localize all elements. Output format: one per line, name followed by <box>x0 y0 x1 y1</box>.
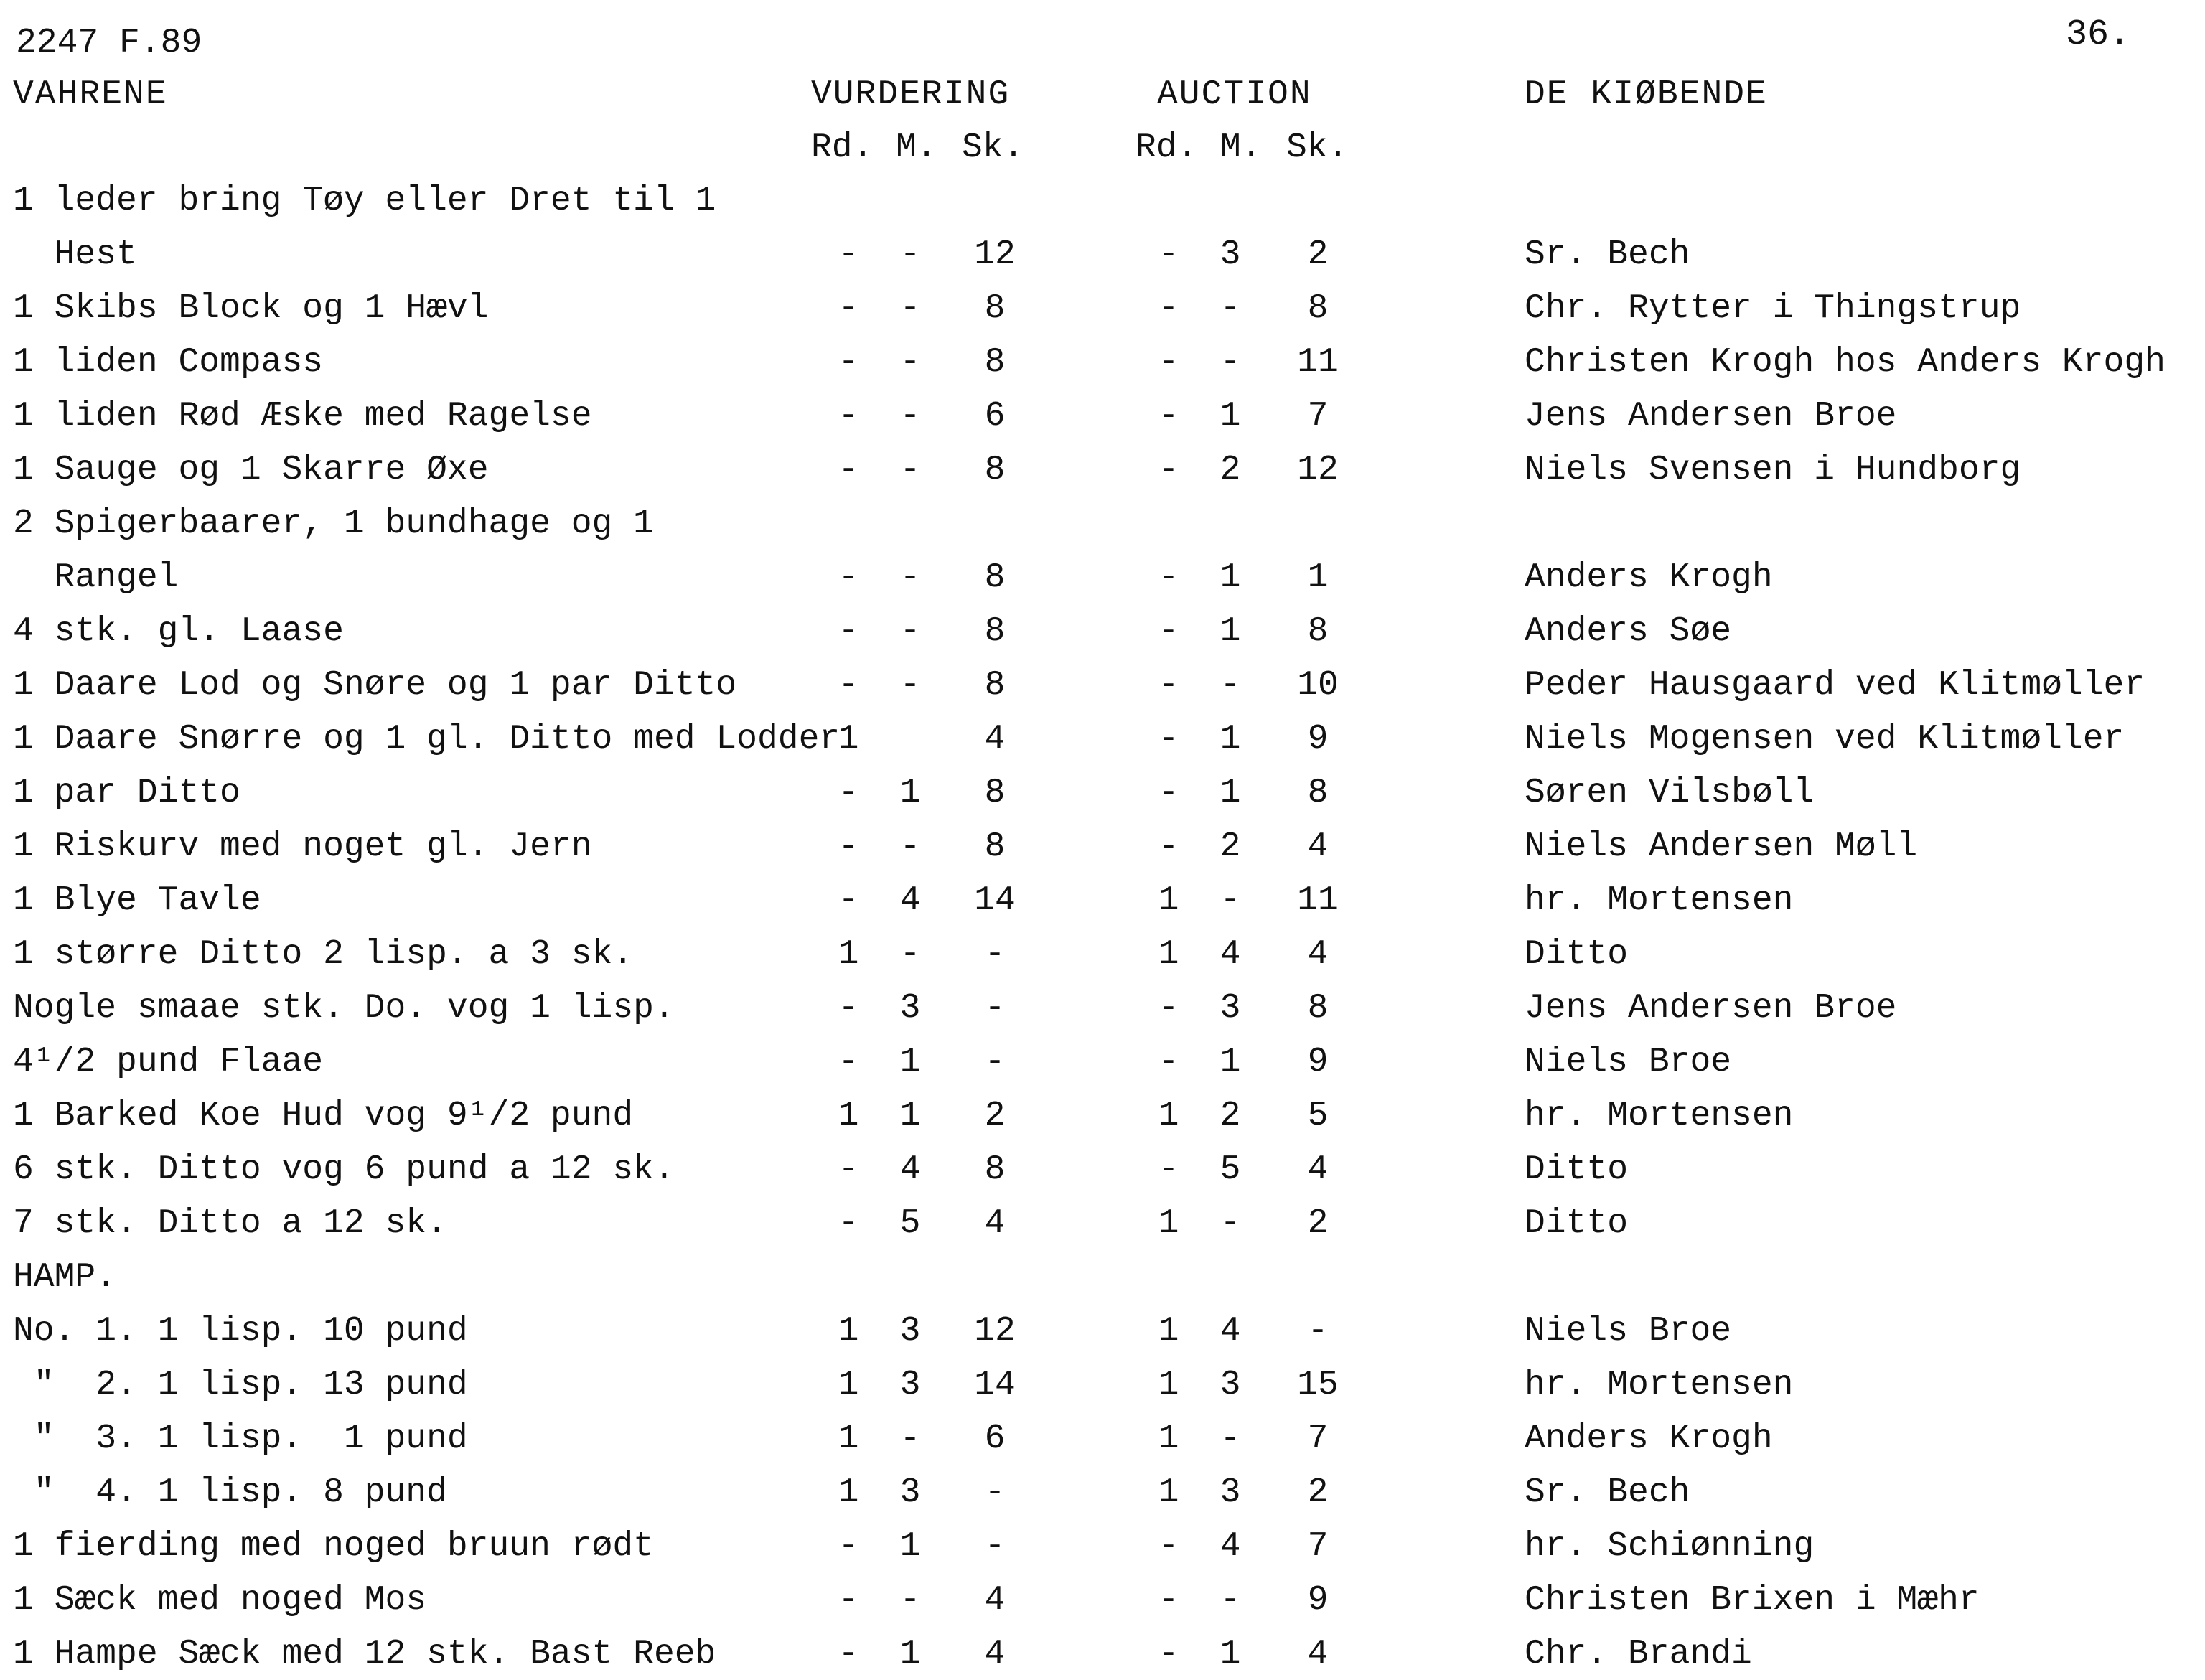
ledger-row <box>0 1260 2205 1303</box>
ledger-row <box>0 1419 2205 1465</box>
auction-sk: 2 <box>1307 1204 1329 1243</box>
auction-m: - <box>1219 289 1241 328</box>
item-description: Rangel <box>13 558 179 597</box>
item-description: 4 stk. gl. Laase <box>13 612 344 651</box>
auction-m: 2 <box>1219 827 1241 866</box>
auction-rd: - <box>1158 612 1179 651</box>
ledger-row <box>0 507 2205 550</box>
item-description: 1 liden Compass <box>13 343 324 382</box>
valuation-rd: 1 <box>838 1419 859 1458</box>
auction-m: 3 <box>1219 1473 1241 1512</box>
valuation-m: 1 <box>899 774 921 812</box>
buyer-name: hr. Mortensen <box>1525 1097 1794 1135</box>
auction-sk: 9 <box>1307 1043 1329 1081</box>
item-description: " 4. 1 lisp. 8 pund <box>13 1473 447 1512</box>
auction-sk: 11 <box>1297 881 1339 920</box>
valuation-rd: - <box>838 343 859 382</box>
buyer-name: Niels Mogensen ved Klitmøller <box>1525 720 2125 759</box>
valuation-sk: 12 <box>974 1312 1016 1351</box>
item-description: " 2. 1 lisp. 13 pund <box>13 1366 468 1404</box>
auction-m: 1 <box>1219 612 1241 651</box>
ledger-row <box>0 1637 2205 1680</box>
auction-sk: 4 <box>1307 1150 1329 1189</box>
valuation-sk: 8 <box>984 558 1006 597</box>
valuation-m: 1 <box>899 1527 921 1566</box>
valuation-m: - <box>899 612 921 651</box>
valuation-m: 1 <box>899 1097 921 1135</box>
auction-sk: 7 <box>1307 397 1329 436</box>
auction-sk: 10 <box>1297 666 1339 705</box>
valuation-sk: 8 <box>984 451 1006 489</box>
ledger-row <box>0 453 2205 496</box>
valuation-sk: 8 <box>984 827 1006 866</box>
auction-sk: 15 <box>1297 1366 1339 1404</box>
auction-m: 2 <box>1219 1097 1241 1135</box>
auction-rd: - <box>1158 774 1179 812</box>
auction-rd: - <box>1158 289 1179 328</box>
auction-m: 4 <box>1219 1527 1241 1566</box>
valuation-rd: - <box>838 666 859 705</box>
auction-m: - <box>1219 881 1241 920</box>
valuation-rd: - <box>838 1527 859 1566</box>
valuation-m: - <box>899 1581 921 1620</box>
buyer-name: Peder Hausgaard ved Klitmøller <box>1525 666 2145 705</box>
valuation-sk: 14 <box>974 1366 1016 1404</box>
subheader-auction-m: M. <box>1220 128 1262 167</box>
buyer-name: Jens Andersen Broe <box>1525 397 1897 436</box>
valuation-sk: - <box>984 1473 1006 1512</box>
auction-rd: 1 <box>1158 1366 1179 1404</box>
item-description: 1 par Ditto <box>13 774 240 812</box>
auction-rd: 1 <box>1158 881 1179 920</box>
valuation-rd: - <box>838 612 859 651</box>
subheader-valuation-rd: Rd. <box>811 128 874 167</box>
ledger-row <box>0 235 2205 281</box>
valuation-m: 1 <box>899 1043 921 1081</box>
auction-rd: - <box>1158 827 1179 866</box>
item-description: 1 Daare Snørre og 1 gl. Ditto med Lodder <box>13 720 841 759</box>
valuation-sk: - <box>984 1043 1006 1081</box>
auction-sk: - <box>1307 1312 1329 1351</box>
valuation-sk: 6 <box>984 397 1006 436</box>
buyer-name: Søren Vilsbøll <box>1525 774 1815 812</box>
item-description: 1 Barked Koe Hud vog 9¹/2 pund <box>13 1097 634 1135</box>
auction-m: 1 <box>1219 774 1241 812</box>
auction-m: 3 <box>1219 989 1241 1028</box>
valuation-rd: - <box>838 1043 859 1081</box>
ledger-row <box>0 827 2205 873</box>
valuation-sk: 4 <box>984 1204 1006 1243</box>
page-number: 36. <box>2066 14 2131 55</box>
valuation-sk: 2 <box>984 1097 1006 1135</box>
valuation-rd: - <box>838 235 859 274</box>
ledger-row <box>0 722 2205 765</box>
auction-sk: 4 <box>1307 827 1329 866</box>
ledger-row <box>0 991 2205 1034</box>
buyer-name: hr. Mortensen <box>1525 881 1794 920</box>
auction-sk: 8 <box>1307 989 1329 1028</box>
auction-m: 1 <box>1219 558 1241 597</box>
auction-rd: - <box>1158 1581 1179 1620</box>
header-auction: AUCTION <box>1157 75 1312 114</box>
ledger-row <box>0 1314 2205 1357</box>
ledger-row <box>0 1583 2205 1626</box>
auction-sk: 8 <box>1307 774 1329 812</box>
auction-m: - <box>1219 1204 1241 1243</box>
valuation-m: 4 <box>899 881 921 920</box>
buyer-name: hr. Schiønning <box>1525 1527 1815 1566</box>
ledger-row <box>0 291 2205 334</box>
auction-m: - <box>1219 1419 1241 1458</box>
valuation-rd: - <box>838 827 859 866</box>
ledger-row <box>0 1099 2205 1142</box>
auction-rd: - <box>1158 558 1179 597</box>
valuation-sk: - <box>984 1527 1006 1566</box>
auction-m: 1 <box>1219 1043 1241 1081</box>
item-description: 4¹/2 pund Flaae <box>13 1043 324 1081</box>
subheader-valuation-m: M. <box>896 128 937 167</box>
buyer-name: Anders Søe <box>1525 612 1732 651</box>
buyer-name: Jens Andersen Broe <box>1525 989 1897 1028</box>
valuation-sk: 12 <box>974 235 1016 274</box>
ledger-row <box>0 883 2205 926</box>
auction-sk: 9 <box>1307 720 1329 759</box>
buyer-name: Ditto <box>1525 935 1629 974</box>
buyer-name: Ditto <box>1525 1150 1629 1189</box>
buyer-name: Sr. Bech <box>1525 235 1690 274</box>
auction-sk: 2 <box>1307 235 1329 274</box>
archive-reference: 2247 F.89 <box>16 24 202 62</box>
auction-m: 3 <box>1219 1366 1241 1404</box>
ledger-row <box>0 399 2205 442</box>
valuation-m: 3 <box>899 1312 921 1351</box>
valuation-sk: - <box>984 989 1006 1028</box>
item-description: 1 Riskurv med noget gl. Jern <box>13 827 592 866</box>
buyer-name: Sr. Bech <box>1525 1473 1690 1512</box>
valuation-m: - <box>899 451 921 489</box>
valuation-m: 3 <box>899 989 921 1028</box>
item-description: 1 Sæck med noged Mos <box>13 1581 427 1620</box>
buyer-name: Chr. Rytter i Thingstrup <box>1525 289 2021 328</box>
ledger-row <box>0 345 2205 388</box>
auction-m: 4 <box>1219 1312 1241 1351</box>
buyer-name: hr. Mortensen <box>1525 1366 1794 1404</box>
auction-rd: - <box>1158 343 1179 382</box>
auction-sk: 9 <box>1307 1581 1329 1620</box>
auction-m: 4 <box>1219 935 1241 974</box>
auction-sk: 7 <box>1307 1419 1329 1458</box>
ledger-row <box>0 1045 2205 1088</box>
valuation-rd: - <box>838 289 859 328</box>
ledger-row <box>0 1150 2205 1196</box>
auction-rd: 1 <box>1158 1204 1179 1243</box>
auction-rd: - <box>1158 451 1179 489</box>
ledger-row <box>0 776 2205 819</box>
item-description: HAMP. <box>13 1258 117 1297</box>
item-description: 1 fierding med noged bruun rødt <box>13 1527 654 1566</box>
valuation-rd: - <box>838 451 859 489</box>
valuation-m: 3 <box>899 1366 921 1404</box>
valuation-rd: 1 <box>838 1097 859 1135</box>
item-description: Nogle smaae stk. Do. vog 1 lisp. <box>13 989 675 1028</box>
auction-rd: 1 <box>1158 935 1179 974</box>
valuation-rd: - <box>838 1204 859 1243</box>
auction-m: - <box>1219 343 1241 382</box>
item-description: 1 Hampe Sæck med 12 stk. Bast Reeb <box>13 1635 716 1674</box>
valuation-rd: - <box>838 989 859 1028</box>
auction-rd: - <box>1158 235 1179 274</box>
valuation-rd: 1 <box>838 1473 859 1512</box>
item-description: 6 stk. Ditto vog 6 pund a 12 sk. <box>13 1150 675 1189</box>
header-valuation: VURDERING <box>811 75 1011 114</box>
auction-rd: 1 <box>1158 1097 1179 1135</box>
auction-rd: - <box>1158 720 1179 759</box>
valuation-m: 1 <box>899 1635 921 1674</box>
auction-rd: - <box>1158 1150 1179 1189</box>
valuation-rd: - <box>838 1150 859 1189</box>
auction-m: 1 <box>1219 720 1241 759</box>
ledger-row <box>0 184 2205 227</box>
valuation-rd: 1 <box>838 935 859 974</box>
ledger-row <box>0 1475 2205 1519</box>
auction-m: 1 <box>1219 397 1241 436</box>
valuation-m: - <box>899 289 921 328</box>
auction-rd: - <box>1158 1527 1179 1566</box>
auction-sk: 8 <box>1307 612 1329 651</box>
valuation-m: - <box>899 558 921 597</box>
item-description: 1 større Ditto 2 lisp. a 3 sk. <box>13 935 634 974</box>
auction-rd: 1 <box>1158 1473 1179 1512</box>
ledger-row <box>0 614 2205 657</box>
auction-sk: 12 <box>1297 451 1339 489</box>
auction-m: 5 <box>1219 1150 1241 1189</box>
auction-sk: 1 <box>1307 558 1329 597</box>
subheader-auction-sk: Sk. <box>1286 128 1349 167</box>
auction-sk: 11 <box>1297 343 1339 382</box>
item-description: 2 Spigerbaarer, 1 bundhage og 1 <box>13 505 654 543</box>
valuation-sk: 4 <box>984 1635 1006 1674</box>
item-description: 7 stk. Ditto a 12 sk. <box>13 1204 447 1243</box>
valuation-rd: - <box>838 774 859 812</box>
valuation-sk: 4 <box>984 720 1006 759</box>
auction-rd: - <box>1158 1043 1179 1081</box>
valuation-m: - <box>899 343 921 382</box>
auction-sk: 8 <box>1307 289 1329 328</box>
item-description: 1 leder bring Tøy eller Dret til 1 <box>13 182 716 220</box>
item-description: 1 Sauge og 1 Skarre Øxe <box>13 451 489 489</box>
item-description: 1 Skibs Block og 1 Hævl <box>13 289 489 328</box>
valuation-m: 5 <box>899 1204 921 1243</box>
auction-sk: 2 <box>1307 1473 1329 1512</box>
item-description: Hest <box>13 235 137 274</box>
auction-sk: 4 <box>1307 935 1329 974</box>
auction-m: 3 <box>1219 235 1241 274</box>
buyer-name: Niels Andersen Møll <box>1525 827 1918 866</box>
subheader-auction-rd: Rd. <box>1136 128 1198 167</box>
valuation-m: - <box>899 827 921 866</box>
valuation-sk: 8 <box>984 343 1006 382</box>
ledger-row <box>0 668 2205 711</box>
item-description: 1 liden Rød Æske med Ragelse <box>13 397 592 436</box>
buyer-name: Niels Svensen i Hundborg <box>1525 451 2021 489</box>
auction-m: 1 <box>1219 1635 1241 1674</box>
header-items: VAHRENE <box>13 75 168 114</box>
auction-sk: 5 <box>1307 1097 1329 1135</box>
auction-rd: 1 <box>1158 1419 1179 1458</box>
header-buyers: DE KIØBENDE <box>1525 75 1768 114</box>
valuation-rd: - <box>838 558 859 597</box>
buyer-name: Anders Krogh <box>1525 558 1773 597</box>
auction-sk: 4 <box>1307 1635 1329 1674</box>
ledger-row <box>0 560 2205 604</box>
item-description: 1 Blye Tavle <box>13 881 261 920</box>
valuation-m: - <box>899 935 921 974</box>
valuation-sk: 6 <box>984 1419 1006 1458</box>
item-description: No. 1. 1 lisp. 10 pund <box>13 1312 468 1351</box>
auction-m: - <box>1219 1581 1241 1620</box>
buyer-name: Chr. Brandi <box>1525 1635 1752 1674</box>
valuation-m: - <box>899 235 921 274</box>
valuation-rd: 1 <box>838 720 859 759</box>
valuation-sk: 8 <box>984 612 1006 651</box>
buyer-name: Anders Krogh <box>1525 1419 1773 1458</box>
valuation-rd: 1 <box>838 1312 859 1351</box>
buyer-name: Niels Broe <box>1525 1312 1732 1351</box>
valuation-rd: - <box>838 1581 859 1620</box>
auction-m: 2 <box>1219 451 1241 489</box>
auction-rd: 1 <box>1158 1312 1179 1351</box>
valuation-m: - <box>899 666 921 705</box>
buyer-name: Niels Broe <box>1525 1043 1732 1081</box>
auction-sk: 7 <box>1307 1527 1329 1566</box>
valuation-sk: 8 <box>984 666 1006 705</box>
valuation-rd: 1 <box>838 1366 859 1404</box>
valuation-sk: 8 <box>984 1150 1006 1189</box>
subheader-valuation-sk: Sk. <box>962 128 1024 167</box>
ledger-row <box>0 1529 2205 1572</box>
auction-rd: - <box>1158 666 1179 705</box>
ledger-row <box>0 937 2205 980</box>
valuation-m: 3 <box>899 1473 921 1512</box>
valuation-m: - <box>899 397 921 436</box>
buyer-name: Christen Krogh hos Anders Krogh <box>1525 343 2166 382</box>
ledger-row <box>0 1206 2205 1249</box>
valuation-rd: - <box>838 881 859 920</box>
auction-rd: - <box>1158 1635 1179 1674</box>
valuation-sk: 8 <box>984 289 1006 328</box>
buyer-name: Christen Brixen i Mæhr <box>1525 1581 1980 1620</box>
item-description: " 3. 1 lisp. 1 pund <box>13 1419 468 1458</box>
buyer-name: Ditto <box>1525 1204 1629 1243</box>
valuation-m: 4 <box>899 1150 921 1189</box>
valuation-m: - <box>899 1419 921 1458</box>
valuation-sk: - <box>984 935 1006 974</box>
valuation-rd: - <box>838 1635 859 1674</box>
auction-m: - <box>1219 666 1241 705</box>
auction-rd: - <box>1158 397 1179 436</box>
ledger-row <box>0 1368 2205 1411</box>
valuation-sk: 8 <box>984 774 1006 812</box>
valuation-sk: 4 <box>984 1581 1006 1620</box>
valuation-sk: 14 <box>974 881 1016 920</box>
auction-rd: - <box>1158 989 1179 1028</box>
item-description: 1 Daare Lod og Snøre og 1 par Ditto <box>13 666 737 705</box>
valuation-rd: - <box>838 397 859 436</box>
